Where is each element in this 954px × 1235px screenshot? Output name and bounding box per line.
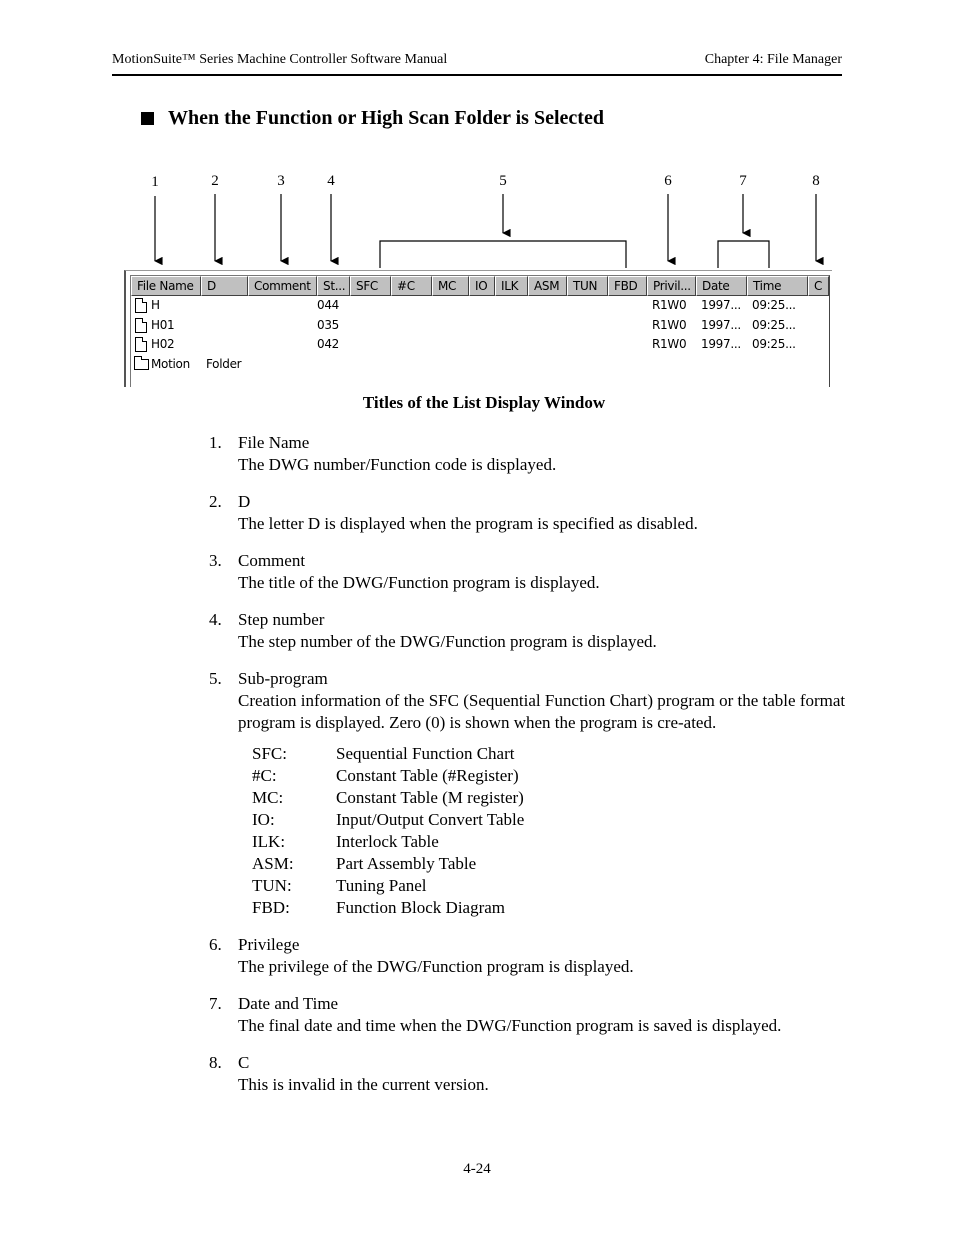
item-title: Comment — [238, 551, 306, 570]
item-description: The title of the DWG/Function program is displayed. — [238, 573, 600, 592]
item-title: C — [238, 1053, 250, 1072]
callout-number: 8 — [812, 173, 820, 189]
abbreviation-row — [252, 765, 849, 787]
page-number: 4-24 — [463, 1161, 491, 1177]
list-display-window — [124, 270, 832, 387]
section-heading — [141, 107, 604, 130]
header-chapter: Chapter 4: File Manager — [704, 52, 842, 67]
file-icon — [135, 298, 147, 313]
column-fbd[interactable]: FBD — [608, 276, 647, 296]
list-item — [209, 993, 849, 1037]
abbreviation-value: Input/Output Convert Table — [336, 810, 525, 829]
item-number: 1. — [209, 433, 222, 452]
folder-icon — [134, 359, 149, 370]
abbreviation-value: Constant Table (M register) — [336, 788, 524, 807]
list-item — [209, 934, 849, 978]
callout-number: 6 — [664, 173, 672, 189]
abbreviation-value: Sequential Function Chart — [336, 744, 515, 763]
item-description: The step number of the DWG/Function program is displayed. — [238, 632, 657, 651]
item-title: Sub-program — [238, 669, 328, 688]
abbreviation-key: SFC: — [252, 744, 287, 763]
abbreviation-list — [238, 743, 849, 919]
callout-number: 1 — [151, 174, 159, 190]
abbreviation-row — [252, 875, 849, 897]
folder-name: Motion — [151, 356, 190, 371]
list-item — [209, 668, 849, 919]
column-mc[interactable]: MC — [432, 276, 469, 296]
folder-type: Folder — [206, 356, 242, 371]
abbreviation-row — [252, 809, 849, 831]
column-constant-table[interactable]: #C — [391, 276, 432, 296]
item-number: 4. — [209, 610, 222, 629]
time: 09:25... — [752, 298, 796, 312]
table-row[interactable] — [131, 296, 829, 316]
column-c[interactable]: C — [808, 276, 829, 296]
column-header-bar — [131, 276, 829, 296]
item-number: 3. — [209, 551, 222, 570]
privilege: R1W0 — [652, 337, 687, 351]
item-description: The letter D is displayed when the program is specified as disabled. — [238, 514, 698, 533]
abbreviation-value: Function Block Diagram — [336, 898, 506, 917]
step-number: 044 — [317, 298, 340, 312]
list-item — [209, 1052, 849, 1096]
abbreviation-row — [252, 853, 849, 875]
step-number: 042 — [317, 337, 340, 351]
abbreviation-value: Tuning Panel — [336, 876, 427, 895]
time: 09:25... — [752, 337, 796, 351]
column-io[interactable]: IO — [469, 276, 495, 296]
header-manual-title: MotionSuite™ Series Machine Controller Software Manual — [112, 52, 448, 67]
abbreviation-value: Constant Table (#Register) — [336, 766, 519, 785]
callout-number: 5 — [499, 173, 507, 189]
item-number: 2. — [209, 492, 222, 511]
abbreviation-row — [252, 831, 849, 853]
column-time[interactable]: Time — [747, 276, 808, 296]
abbreviation-key: ASM: — [252, 854, 294, 873]
field-description-list — [209, 432, 849, 1111]
item-number: 6. — [209, 935, 222, 954]
square-bullet-icon — [141, 112, 154, 125]
figure-caption: Titles of the List Display Window — [362, 393, 606, 412]
subprogram-bracket — [380, 241, 626, 268]
section-title: When the Function or High Scan Folder is Selected — [168, 107, 604, 129]
table-row[interactable] — [131, 316, 829, 336]
abbreviation-row — [252, 897, 849, 919]
item-number: 5. — [209, 669, 222, 688]
date: 1997... — [701, 298, 741, 312]
item-description: The DWG number/Function code is displayed. — [238, 455, 557, 474]
item-description: Creation information of the SFC (Sequential Function Chart) program or the table format program is displayed. Zero (0) is shown when the program is cre-ated. — [238, 691, 846, 732]
file-icon — [135, 337, 147, 352]
item-title: Privilege — [238, 935, 300, 954]
column-asm[interactable]: ASM — [528, 276, 567, 296]
file-name: H01 — [151, 317, 175, 332]
time: 09:25... — [752, 317, 796, 332]
column-sfc[interactable]: SFC — [350, 276, 391, 296]
privilege: R1W0 — [652, 298, 687, 312]
column-date[interactable]: Date — [696, 276, 747, 296]
file-name: H02 — [151, 337, 175, 351]
item-description: This is invalid in the current version. — [238, 1075, 489, 1094]
item-description: The privilege of the DWG/Function program is displayed. — [238, 957, 634, 976]
abbreviation-key: MC: — [252, 788, 284, 807]
item-title: File Name — [238, 433, 310, 452]
file-name: H — [151, 298, 160, 312]
date: 1997... — [701, 317, 741, 332]
abbreviation-key: #C: — [252, 766, 277, 785]
item-title: Date and Time — [238, 994, 339, 1013]
column-step[interactable]: St... — [317, 276, 350, 296]
abbreviation-row — [252, 787, 849, 809]
abbreviation-row — [252, 743, 849, 765]
list-item — [209, 550, 849, 594]
callout-number: 2 — [211, 173, 219, 189]
date-time-bracket — [718, 241, 769, 268]
abbreviation-value: Interlock Table — [336, 832, 439, 851]
column-d[interactable]: D — [201, 276, 248, 296]
callout-number: 3 — [277, 173, 285, 189]
callout-number: 7 — [739, 173, 747, 189]
list-item — [209, 609, 849, 653]
item-number: 7. — [209, 994, 222, 1013]
column-comment[interactable]: Comment — [248, 276, 317, 296]
list-item — [209, 491, 849, 535]
item-number: 8. — [209, 1053, 222, 1072]
page-header — [112, 52, 842, 76]
item-title: D — [238, 492, 251, 511]
file-icon — [135, 318, 147, 333]
abbreviation-key: ILK: — [252, 832, 286, 851]
abbreviation-key: FBD: — [252, 898, 290, 917]
column-privilege[interactable]: Privil... — [647, 276, 696, 296]
abbreviation-key: TUN: — [252, 876, 292, 895]
column-file-name[interactable]: File Name — [131, 276, 201, 296]
date: 1997... — [701, 337, 741, 351]
table-row[interactable] — [131, 355, 829, 375]
abbreviation-key: IO: — [252, 810, 275, 829]
item-description: The final date and time when the DWG/Function program is saved is displayed. — [238, 1016, 782, 1035]
abbreviation-value: Part Assembly Table — [336, 854, 477, 873]
privilege: R1W0 — [652, 317, 687, 332]
list-item — [209, 432, 849, 476]
column-tun[interactable]: TUN — [567, 276, 608, 296]
item-title: Step number — [238, 610, 325, 629]
callout-number: 4 — [327, 173, 335, 189]
step-number: 035 — [317, 317, 340, 332]
table-row[interactable] — [131, 335, 829, 355]
column-ilk[interactable]: ILK — [495, 276, 528, 296]
